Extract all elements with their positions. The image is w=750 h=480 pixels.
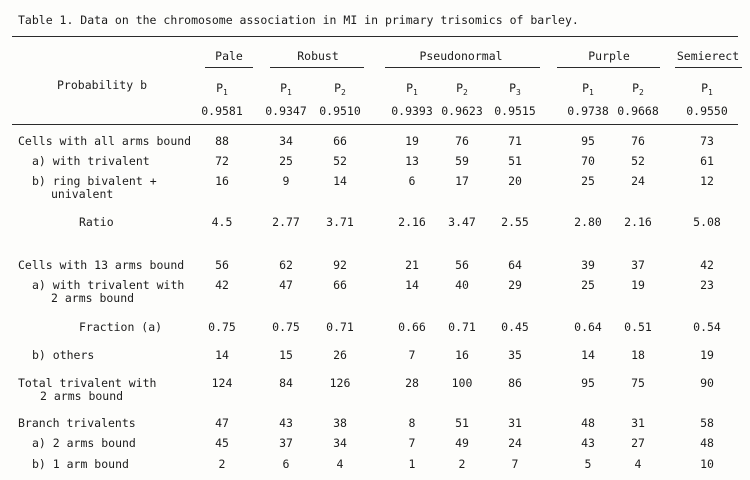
column-probability: 0.9393 xyxy=(391,104,433,118)
table-cell: 16 xyxy=(455,348,469,362)
table-cell: 76 xyxy=(455,134,469,148)
table-cell: 1 xyxy=(408,457,416,471)
table-cell: 0.64 xyxy=(574,320,602,334)
table-cell: 31 xyxy=(508,416,522,430)
row-label: Cells with all arms bound xyxy=(18,134,192,148)
table-cell: 76 xyxy=(631,134,645,148)
column-p-label xyxy=(582,81,594,100)
p-letter: P xyxy=(280,81,288,95)
table-cell: 7 xyxy=(408,436,416,450)
table-cell: 45 xyxy=(215,436,229,450)
column-probability: 0.9623 xyxy=(441,104,483,118)
table-cell: 2 xyxy=(458,457,466,471)
table-cell: 4.5 xyxy=(211,215,233,229)
p-letter: P xyxy=(406,81,414,95)
table-cell: 23 xyxy=(700,278,714,292)
table-cell: 0.75 xyxy=(208,320,236,334)
table-cell: 3.47 xyxy=(448,215,476,229)
table-cell: 14 xyxy=(405,278,419,292)
table-cell: 66 xyxy=(333,278,347,292)
column-probability: 0.9738 xyxy=(567,104,609,118)
p-letter: P xyxy=(632,81,640,95)
table-cell: 37 xyxy=(631,258,645,272)
column-p-label xyxy=(334,81,346,100)
table-cell: 2.16 xyxy=(398,215,426,229)
table-cell: 48 xyxy=(581,416,595,430)
table-cell: 42 xyxy=(700,258,714,272)
table-cell: 29 xyxy=(508,278,522,292)
table-cell: 17 xyxy=(455,174,469,188)
table-cell: 14 xyxy=(215,348,229,362)
group-header: Purple xyxy=(588,49,630,63)
table-cell: 10 xyxy=(700,457,714,471)
table-cell: 58 xyxy=(700,416,714,430)
group-underline xyxy=(270,67,364,68)
column-probability: 0.9550 xyxy=(686,104,728,118)
table-cell: 25 xyxy=(581,278,595,292)
p-subscript: 3 xyxy=(516,88,521,97)
table-cell: 19 xyxy=(700,348,714,362)
p-letter: P xyxy=(456,81,464,95)
table-cell: 0.75 xyxy=(272,320,300,334)
column-p-label xyxy=(632,81,644,100)
row-label-continued: univalent xyxy=(51,187,114,201)
table-cell: 0.66 xyxy=(398,320,426,334)
table-cell: 7 xyxy=(408,348,416,362)
row-label-continued: 2 arms bound xyxy=(40,389,124,403)
table-cell: 37 xyxy=(279,436,293,450)
table-cell: 56 xyxy=(455,258,469,272)
table-cell: 4 xyxy=(634,457,642,471)
table-cell: 51 xyxy=(508,154,522,168)
table-cell: 0.51 xyxy=(624,320,652,334)
p-letter: P xyxy=(334,81,342,95)
table-cell: 13 xyxy=(405,154,419,168)
group-header: Robust xyxy=(297,49,339,63)
table-cell: 47 xyxy=(279,278,293,292)
table-cell: 62 xyxy=(279,258,293,272)
table-cell: 27 xyxy=(631,436,645,450)
table-cell: 0.71 xyxy=(326,320,354,334)
group-underline xyxy=(557,67,660,68)
group-underline xyxy=(205,67,253,68)
table-cell: 86 xyxy=(508,376,522,390)
p-subscript: 1 xyxy=(708,88,713,97)
row-label-continued: 2 arms bound xyxy=(51,291,135,305)
row-label: Branch trivalents xyxy=(18,416,136,430)
table-cell: 59 xyxy=(455,154,469,168)
table-cell: 124 xyxy=(211,376,233,390)
table-cell: 14 xyxy=(333,174,347,188)
row-label: a) 2 arms bound xyxy=(32,436,136,450)
table-cell: 47 xyxy=(215,416,229,430)
row-label: Ratio xyxy=(79,215,114,229)
top-rule xyxy=(12,36,738,37)
table-cell: 40 xyxy=(455,278,469,292)
table-cell: 90 xyxy=(700,376,714,390)
table-cell: 56 xyxy=(215,258,229,272)
p-subscript: 1 xyxy=(223,88,228,97)
column-p-label xyxy=(406,81,418,100)
table-cell: 24 xyxy=(631,174,645,188)
table-cell: 24 xyxy=(508,436,522,450)
table-cell: 43 xyxy=(581,436,595,450)
p-letter: P xyxy=(509,81,517,95)
table-cell: 43 xyxy=(279,416,293,430)
row-label: Total trivalent with xyxy=(18,376,157,390)
column-p-label xyxy=(509,81,521,100)
p-letter: P xyxy=(582,81,590,95)
table-cell: 64 xyxy=(508,258,522,272)
column-p-label xyxy=(216,81,228,100)
table-caption: Table 1. Data on the chromosome association in MI in primary trisomics of barley. xyxy=(18,13,579,27)
row-label: a) with trivalent xyxy=(32,154,150,168)
table-cell: 39 xyxy=(581,258,595,272)
row-label: Cells with 13 arms bound xyxy=(18,258,185,272)
group-underline xyxy=(385,67,540,68)
column-probability: 0.9347 xyxy=(265,104,307,118)
table-cell: 126 xyxy=(329,376,351,390)
column-p-label xyxy=(456,81,468,100)
table-cell: 31 xyxy=(631,416,645,430)
table-cell: 7 xyxy=(511,457,519,471)
table-cell: 8 xyxy=(408,416,416,430)
table-cell: 100 xyxy=(451,376,473,390)
column-probability: 0.9510 xyxy=(319,104,361,118)
p-subscript: 2 xyxy=(639,88,644,97)
row-label: b) others xyxy=(32,348,95,362)
group-underline xyxy=(675,67,742,68)
group-header: Semierect xyxy=(676,49,740,63)
table-cell: 28 xyxy=(405,376,419,390)
table-cell: 38 xyxy=(333,416,347,430)
table-cell: 4 xyxy=(336,457,344,471)
column-p-label xyxy=(701,81,713,100)
p-subscript: 1 xyxy=(413,88,418,97)
table-cell: 5.08 xyxy=(693,215,721,229)
p-subscript: 1 xyxy=(287,88,292,97)
table-cell: 70 xyxy=(581,154,595,168)
column-probability: 0.9515 xyxy=(494,104,536,118)
header-rule xyxy=(12,124,738,125)
table-cell: 48 xyxy=(700,436,714,450)
table-cell: 95 xyxy=(581,134,595,148)
column-probability: 0.9668 xyxy=(617,104,659,118)
table-cell: 14 xyxy=(581,348,595,362)
table-cell: 5 xyxy=(584,457,592,471)
group-header: Pseudonormal xyxy=(419,49,503,63)
table-cell: 66 xyxy=(333,134,347,148)
row-label: Fraction (a) xyxy=(79,320,163,334)
row-label: b) 1 arm bound xyxy=(32,457,129,471)
table-cell: 25 xyxy=(279,154,293,168)
table-cell: 2 xyxy=(218,457,226,471)
p-subscript: 1 xyxy=(589,88,594,97)
probability-label: Probability b xyxy=(57,78,148,92)
table-cell: 15 xyxy=(279,348,293,362)
p-subscript: 2 xyxy=(341,88,346,97)
table-cell: 2.80 xyxy=(574,215,602,229)
table-cell: 21 xyxy=(405,258,419,272)
table-cell: 3.71 xyxy=(326,215,354,229)
table-cell: 2.16 xyxy=(624,215,652,229)
table-cell: 34 xyxy=(333,436,347,450)
table-cell: 19 xyxy=(405,134,419,148)
table-cell: 25 xyxy=(581,174,595,188)
table-cell: 0.71 xyxy=(448,320,476,334)
column-probability: 0.9581 xyxy=(201,104,243,118)
p-letter: P xyxy=(701,81,709,95)
table-cell: 72 xyxy=(215,154,229,168)
table-cell: 75 xyxy=(631,376,645,390)
p-subscript: 2 xyxy=(463,88,468,97)
table-cell: 61 xyxy=(700,154,714,168)
table-cell: 95 xyxy=(581,376,595,390)
table-cell: 49 xyxy=(455,436,469,450)
table-cell: 9 xyxy=(282,174,290,188)
row-label: a) with trivalent with xyxy=(32,278,185,292)
table-cell: 35 xyxy=(508,348,522,362)
table-cell: 12 xyxy=(700,174,714,188)
table-cell: 2.77 xyxy=(272,215,300,229)
table-cell: 6 xyxy=(408,174,416,188)
table-cell: 6 xyxy=(282,457,290,471)
table-cell: 52 xyxy=(333,154,347,168)
table-cell: 92 xyxy=(333,258,347,272)
table-cell: 88 xyxy=(215,134,229,148)
table-cell: 71 xyxy=(508,134,522,148)
group-header: Pale xyxy=(215,49,243,63)
table-cell: 42 xyxy=(215,278,229,292)
column-p-label xyxy=(280,81,292,100)
p-letter: P xyxy=(216,81,224,95)
table-cell: 34 xyxy=(279,134,293,148)
table-cell: 18 xyxy=(631,348,645,362)
table-cell: 2.55 xyxy=(501,215,529,229)
row-label: b) ring bivalent + xyxy=(32,174,157,188)
table-cell: 16 xyxy=(215,174,229,188)
table-cell: 51 xyxy=(455,416,469,430)
table-cell: 0.45 xyxy=(501,320,529,334)
table-cell: 0.54 xyxy=(693,320,721,334)
table-cell: 84 xyxy=(279,376,293,390)
table-cell: 19 xyxy=(631,278,645,292)
table-cell: 26 xyxy=(333,348,347,362)
table-cell: 73 xyxy=(700,134,714,148)
table-cell: 20 xyxy=(508,174,522,188)
table-cell: 52 xyxy=(631,154,645,168)
